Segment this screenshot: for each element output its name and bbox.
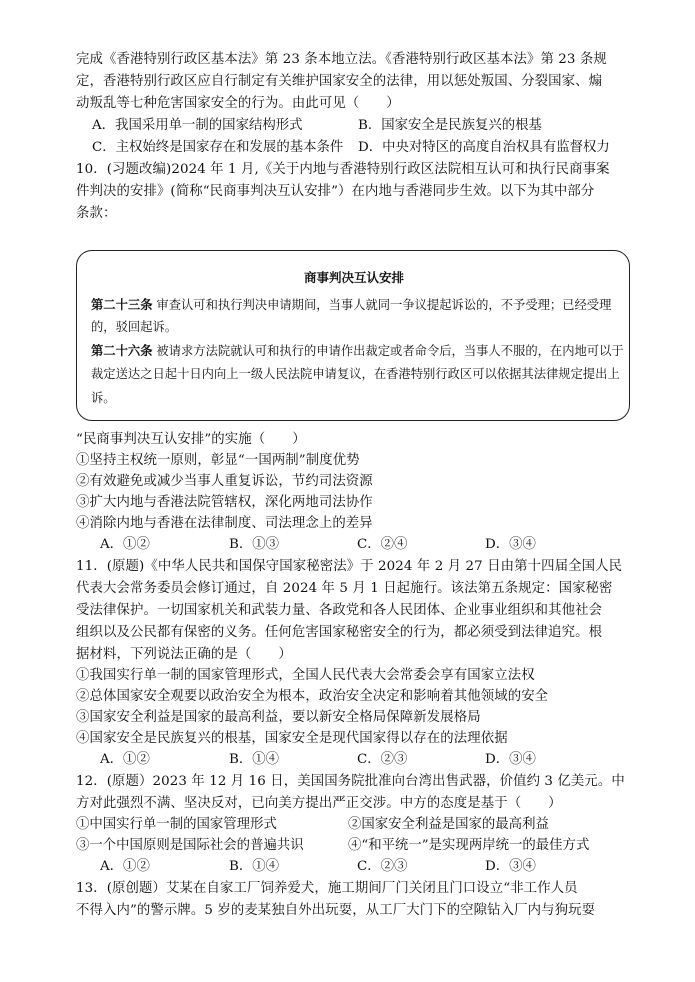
q12-option-a[interactable]: A．①②	[100, 859, 150, 874]
q12-item-1: ①中国实行单一制的国家管理形式	[76, 817, 277, 832]
q10-item-2: ②有效避免或减少当事人重复诉讼，节约司法资源	[76, 474, 373, 489]
article-23-text-1: 审查认可和执行判决申请期间，当事人就同一争议提起诉讼的，不予受理；已经受理	[152, 298, 612, 312]
q12-item-2: ②国家安全利益是国家的最高利益	[348, 817, 549, 832]
q11-stem-line-4: 组织以及公民都有保密的义务。任何危害国家秘密安全的行为，都必须受到法律追究。根	[76, 625, 603, 640]
q11-stem-line-3: 受法律保护。一切国家机关和武装力量、各政党和各人民团体、企业事业组织和其他社会	[76, 603, 603, 618]
q11-option-d[interactable]: D．③④	[485, 752, 536, 767]
q11-item-4: ④国家安全是民族复兴的根基，国家安全是现代国家得以存在的法理依据	[76, 731, 508, 746]
q9-option-d[interactable]: D．中央对特区的高度自治权具有监督权力	[358, 140, 610, 155]
q11-option-c[interactable]: C．②③	[357, 752, 408, 767]
q10-item-1: ①坚持主权统一原则，彰显“一国两制”制度优势	[76, 453, 360, 468]
q9-option-a[interactable]: A．我国采用单一制的国家结构形式	[92, 118, 303, 133]
article-23-label: 第二十三条	[91, 297, 153, 312]
q9-stem-line-3: 动叛乱等七种危害国家安全的行为。由此可见（ ）	[76, 96, 400, 111]
q10-option-c[interactable]: C．②④	[357, 537, 408, 552]
q12-stem-line-2: 方对此强烈不满、坚决反对，已向美方提出严正交涉。中方的态度是基于（ ）	[76, 796, 562, 811]
q11-option-b[interactable]: B．①④	[229, 752, 280, 767]
article-23-line-1	[91, 294, 621, 316]
q9-option-b[interactable]: B．国家安全是民族复兴的根基	[358, 118, 542, 133]
q13-stem-line-2: 不得入内”的警示牌。5 岁的麦某独自外出玩耍，从工厂大门下的空隙钻入厂内与狗玩耍	[76, 903, 596, 918]
q10-stem-line-2: 件判决的安排》(简称“民商事判决互认安排”）在内地与香港同步生效。以下为其中部分	[76, 184, 595, 199]
article-26-line-2: 裁定送达之日起十日内向上一级人民法院申请复议，在香港特别行政区可以依据其法律规定提出上	[91, 367, 620, 381]
q12-stem-line-1: 12．(原题）2023 年 12 月 16 日，美国国务院批准向台湾出售武器，价值约 3 亿美元。中	[76, 774, 625, 789]
q10-option-a[interactable]: A．①②	[100, 537, 150, 552]
q12-option-d[interactable]: D．③④	[485, 859, 536, 874]
material-box	[76, 250, 630, 421]
material-title: 商事判决互认安排	[303, 270, 404, 285]
q10-option-d[interactable]: D．③④	[485, 537, 536, 552]
q11-item-2: ②总体国家安全观要以政治安全为根本，政治安全决定和影响着其他领域的安全	[76, 689, 549, 704]
q9-stem-line-2: 定，香港特别行政区应自行制定有关维护国家安全的法律，用以惩处叛国、分裂国家、煽	[76, 74, 603, 89]
q10-question: “民商事判决互认安排”的实施（ ）	[76, 432, 306, 447]
q10-option-b[interactable]: B．①③	[229, 537, 280, 552]
q12-item-3: ③一个中国原则是国际社会的普遍共识	[76, 838, 304, 853]
q10-item-4: ④消除内地与香港在法律制度、司法理念上的差异	[76, 516, 373, 531]
q10-stem-line-3: 条款：	[76, 206, 117, 221]
q10-stem-line-1: 10．(习题改编)2024 年 1 月,《关于内地与香港特别行政区法院相互认可和执行民商事案	[76, 162, 610, 177]
q11-item-1: ①我国实行单一制的国家管理形式，全国人民代表大会常委会享有国家立法权	[76, 668, 535, 683]
q12-item-4: ④“和平统一”是实现两岸统一的最佳方式	[348, 838, 590, 853]
article-26-line-3: 诉。	[91, 391, 116, 405]
article-26-label: 第二十六条	[91, 343, 153, 358]
q12-option-b[interactable]: B．①④	[229, 859, 280, 874]
q12-option-c[interactable]: C．②③	[357, 859, 408, 874]
q11-stem-line-2: 代表大会常务委员会修订通过，自 2024 年 5 月 1 日起施行。该法第五条规定：国家秘密	[76, 581, 613, 596]
article-26-text-1: 被请求方法院就认可和执行的申请作出裁定或者命令后，当事人不服的，在内地可以于	[152, 344, 624, 358]
article-26-line-1	[91, 340, 624, 362]
q11-stem-line-5: 据材料，下列说法正确的是（ ）	[76, 647, 292, 662]
q11-item-3: ③国家安全利益是国家的最高利益，要以新安全格局保障新发展格局	[76, 710, 481, 725]
article-23-line-2: 的，驳回起诉。	[91, 320, 178, 334]
q11-option-a[interactable]: A．①②	[100, 752, 150, 767]
q10-item-3: ③扩大内地与香港法院管辖权，深化两地司法协作	[76, 495, 373, 510]
q11-stem-line-1: 11．(原题)《中华人民共和国保守国家秘密法》于 2024 年 2 月 27 日由第十四届全国人民	[76, 559, 623, 574]
q13-stem-line-1: 13．(原创题）艾某在自家工厂饲养爱犬，施工期间厂门关闭且门口设立“非工作人员	[76, 881, 578, 896]
q9-option-c[interactable]: C．主权始终是国家存在和发展的基本条件	[92, 140, 344, 155]
q9-stem-line-1: 完成《香港特别行政区基本法》第 23 条本地立法。《香港特别行政区基本法》第 23 条规	[76, 52, 607, 67]
